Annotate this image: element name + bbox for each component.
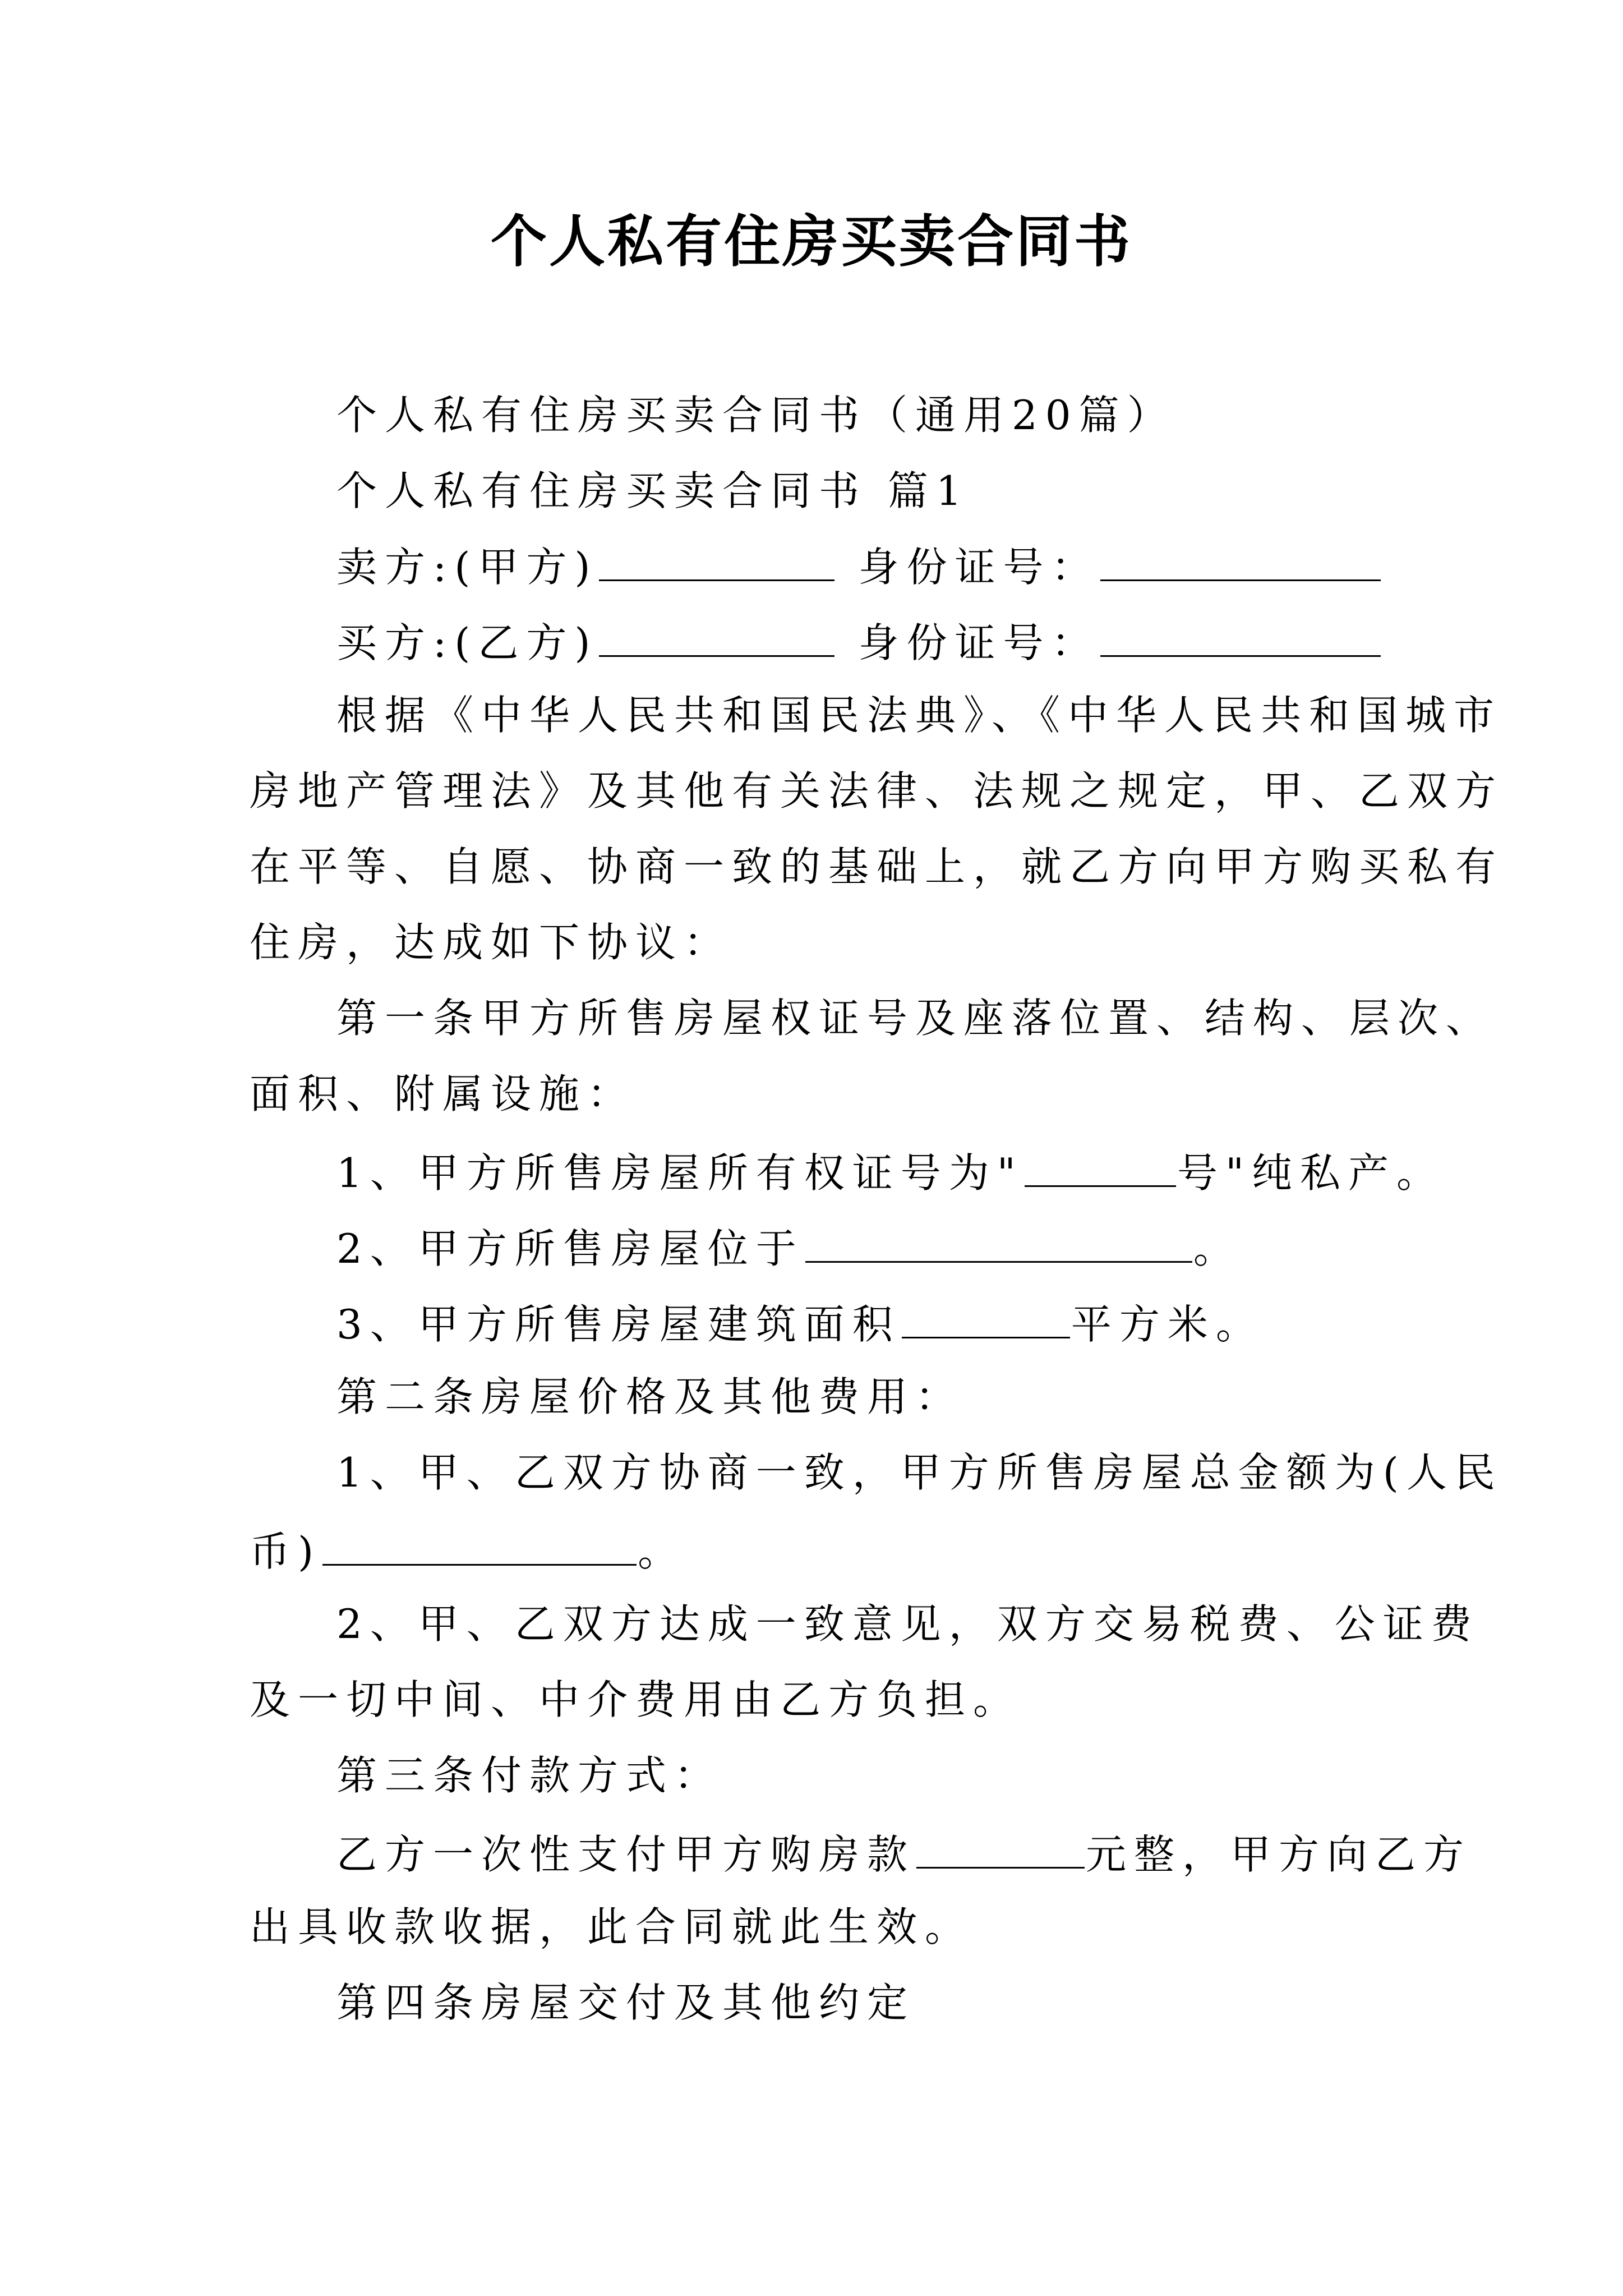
preamble-line: 根据《中华人民共和国民法典》、《中华人民共和国城市 (336, 692, 1502, 739)
article2-item1-text: 币) (250, 1528, 322, 1575)
article1-line: 面积、附属设施： (250, 1070, 636, 1117)
buyer-id-blank (1100, 611, 1381, 657)
section-heading: 个人私有住房买卖合同书 篇1 (336, 467, 970, 514)
article1-item1-text: 1、甲方所售房屋所有权证号为" (336, 1149, 1023, 1197)
article2-heading: 第二条房屋价格及其他费用： (336, 1373, 964, 1420)
preamble-line: 住房，达成如下协议： (250, 919, 732, 966)
article3-line (336, 1823, 1472, 1883)
article1-item2 (336, 1217, 1242, 1277)
article1-item3-text-end: 平方米。 (1071, 1301, 1264, 1348)
article1-item1 (336, 1142, 1445, 1201)
payment-amount-blank (916, 1823, 1085, 1869)
article4-heading: 第四条房屋交付及其他约定 (336, 1979, 916, 2026)
buyer-id-label: 身份证号： (858, 619, 1100, 666)
seller-row (336, 536, 1382, 595)
preamble-line: 在平等、自愿、协商一致的基础上，就乙方向甲方购买私有 (250, 843, 1504, 890)
total-price-blank (322, 1520, 637, 1566)
article1-item1-text-end: 号"纯私产。 (1177, 1149, 1445, 1197)
buyer-name-blank (599, 611, 834, 657)
article2-item1-cont (250, 1520, 686, 1580)
seller-label: 卖方:(甲方) (336, 544, 598, 591)
article3-heading: 第三条付款方式： (336, 1752, 723, 1799)
article1-line: 第一条甲方所售房屋权证号及座落位置、结构、层次、 (336, 995, 1495, 1042)
article1-item2-text: 2、甲方所售房屋位于 (336, 1225, 804, 1272)
seller-id-blank (1100, 536, 1381, 581)
seller-id-label: 身份证号： (858, 544, 1100, 591)
certificate-number-blank (1025, 1142, 1176, 1187)
buyer-label: 买方:(乙方) (336, 619, 598, 666)
area-blank (902, 1293, 1070, 1338)
article1-item2-text-end: 。 (1193, 1225, 1242, 1272)
article3-text-end: 元整，甲方向乙方 (1086, 1831, 1472, 1878)
preamble-line: 房地产管理法》及其他有关法律、法规之规定，甲、乙双方 (250, 767, 1504, 815)
article3-line-cont: 出具收款收据，此合同就此生效。 (250, 1903, 974, 1950)
article1-item3-text: 3、甲方所售房屋建筑面积 (336, 1301, 901, 1348)
article1-item3 (336, 1293, 1264, 1352)
location-blank (805, 1217, 1192, 1263)
article3-text: 乙方一次性支付甲方购房款 (336, 1831, 916, 1878)
article2-item1-text-end: 。 (638, 1528, 686, 1575)
document-title: 个人私有住房买卖合同书 (491, 208, 1132, 274)
article2-item2: 2、甲、乙双方达成一致意见，双方交易税费、公证费 (336, 1600, 1479, 1648)
article2-item2-cont: 及一切中间、中介费用由乙方负担。 (250, 1676, 1022, 1723)
buyer-row (336, 611, 1382, 671)
document-subtitle: 个人私有住房买卖合同书（通用20篇） (336, 392, 1175, 439)
seller-name-blank (599, 536, 834, 581)
article2-item1: 1、甲、乙双方协商一致，甲方所售房屋总金额为(人民 (336, 1449, 1503, 1496)
